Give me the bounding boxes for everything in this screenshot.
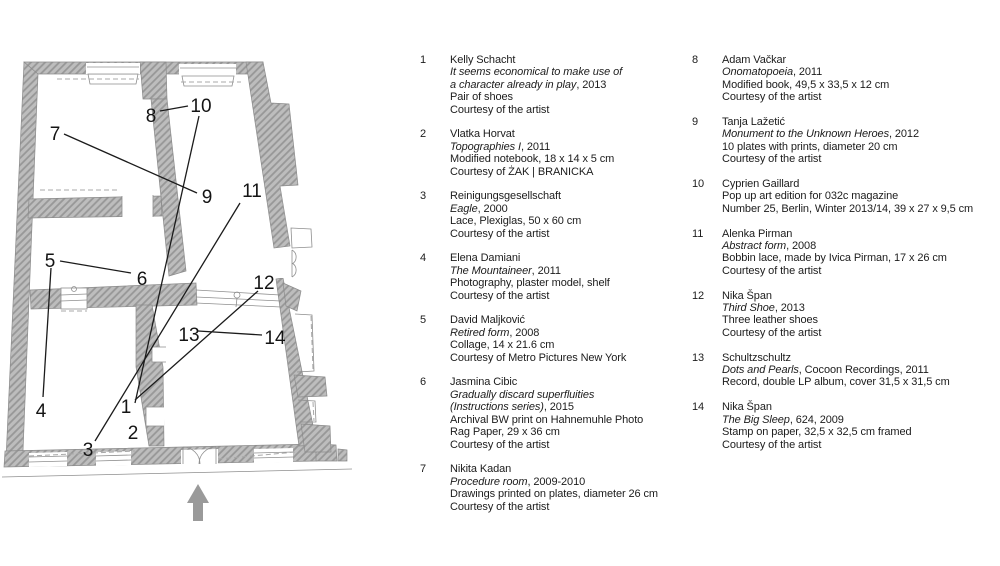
legend-text: Pop up art edition for 032c magazine (722, 190, 899, 203)
wall-divider-middle (30, 283, 197, 309)
legend-text: Nika Špan (722, 289, 772, 302)
legend-entry-lines (722, 290, 1000, 340)
legend-text: Pair of shoes (450, 91, 513, 104)
legend-entry-line (722, 116, 1000, 128)
legend-entry-12 (692, 290, 1000, 340)
legend-entry-1 (420, 54, 692, 116)
legend-entry-line (450, 414, 692, 426)
legend-entry-line (450, 166, 692, 178)
entrance-arrow-icon (187, 484, 209, 521)
legend-text: Bobbin lace, made by Ivica Pirman, 17 x 26 cm (722, 252, 947, 265)
plan-label-9: 9 (201, 187, 213, 208)
legend-entry-line (450, 339, 692, 351)
legend-entry-number: 2 (420, 128, 427, 141)
artwork-legend (420, 54, 1000, 525)
legend-entry-number: 6 (420, 376, 427, 389)
legend-entry-line (722, 290, 1000, 302)
legend-entry-line (722, 252, 1000, 264)
artwork-title-text: Third Shoe (722, 302, 775, 315)
window-opening (96, 451, 131, 466)
legend-entry-9 (692, 116, 1000, 166)
legend-entry-line (722, 414, 1000, 426)
legend-entry-line (722, 352, 1000, 364)
legend-entry-14 (692, 401, 1000, 451)
legend-entry-line (450, 401, 692, 413)
legend-entry-line (722, 364, 1000, 376)
artwork-title-text: Monument to the Unknown Heroes (722, 128, 889, 141)
legend-entry-line (450, 252, 692, 264)
legend-text: Courtesy of the artist (722, 91, 822, 104)
legend-entry-line (450, 54, 692, 66)
legend-text: Adam Vačkar (722, 54, 787, 66)
legend-entry-line (450, 153, 692, 165)
legend-entry-8 (692, 54, 1000, 104)
legend-entry-line (722, 66, 1000, 78)
legend-text: Courtesy of the artist (450, 227, 550, 240)
legend-text: Jasmina Cibic (450, 376, 518, 389)
legend-text: Courtesy of the artist (450, 500, 550, 513)
legend-text: Courtesy of the artist (450, 438, 550, 451)
landing-outline (291, 228, 312, 248)
legend-entry-line (450, 91, 692, 103)
legend-entry-number: 11 (692, 227, 704, 240)
door-opening (273, 249, 293, 278)
legend-text: Drawings printed on plates, diameter 26 cm (450, 488, 658, 501)
legend-entry-line (450, 290, 692, 302)
legend-text: , Cocoon Recordings, 2011 (798, 364, 929, 377)
plan-label-11: 11 (242, 181, 262, 202)
window-sill (182, 76, 234, 86)
legend-text: Courtesy of the artist (450, 103, 550, 116)
legend-text: Vlatka Horvat (450, 128, 515, 141)
legend-entry-line (450, 228, 692, 240)
legend-entry-line (722, 265, 1000, 277)
legend-text: , 2015 (543, 401, 574, 414)
legend-entry-6 (420, 376, 692, 450)
wall-right-upper (246, 62, 298, 248)
legend-text: Courtesy of the artist (450, 289, 550, 302)
leader-line (64, 134, 197, 193)
legend-entry-lines (722, 116, 1000, 166)
legend-entry-number: 10 (692, 178, 705, 191)
legend-entry-number: 9 (692, 116, 699, 129)
legend-text: 10 plates with prints, diameter 20 cm (722, 140, 898, 153)
legend-entry-5 (420, 314, 692, 364)
legend-entry-line (722, 240, 1000, 252)
legend-entry-line (722, 314, 1000, 326)
legend-entry-line (722, 426, 1000, 438)
legend-entry-line (450, 190, 692, 202)
plan-label-8: 8 (145, 106, 157, 127)
legend-entry-lines (450, 252, 692, 302)
legend-text: , 2000 (477, 202, 508, 215)
legend-text: , 2009-2010 (527, 475, 586, 488)
legend-entry-line (450, 352, 692, 364)
legend-entry-line (450, 203, 692, 215)
legend-column-2 (692, 54, 1000, 525)
legend-entry-line (722, 79, 1000, 91)
legend-text: Kelly Schacht (450, 54, 516, 66)
leader-line (60, 261, 131, 273)
legend-text: Collage, 14 x 21.6 cm (450, 339, 555, 352)
plan-label-5: 5 (44, 251, 56, 272)
artwork-title-text: The Mountaineer (450, 264, 532, 277)
legend-entry-line (722, 178, 1000, 190)
wall-niche (152, 347, 166, 362)
legend-text: , 2008 (509, 326, 540, 339)
legend-text: Record, double LP album, cover 31,5 x 31,5 cm (722, 376, 950, 389)
legend-entry-line (450, 389, 692, 401)
legend-entry-number: 7 (420, 463, 427, 476)
legend-entry-lines (450, 128, 692, 178)
leader-line (43, 268, 51, 397)
plan-label-14: 14 (264, 328, 286, 349)
legend-entry-line (722, 439, 1000, 451)
legend-text: , 624, 2009 (789, 413, 844, 426)
artwork-title-text: Eagle (450, 202, 478, 215)
legend-text: , 2013 (576, 78, 607, 91)
plan-label-1: 1 (120, 397, 132, 418)
legend-text: Three leather shoes (722, 314, 818, 327)
legend-entry-line (722, 190, 1000, 202)
legend-entry-line (450, 104, 692, 116)
legend-text: David Maljković (450, 314, 525, 327)
legend-entry-line (722, 302, 1000, 314)
legend-entry-line (722, 228, 1000, 240)
legend-text: Number 25, Berlin, Winter 2013/14, 39 x 27 x 9,5 cm (722, 202, 974, 215)
legend-entry-lines (450, 314, 692, 364)
legend-text: Elena Damiani (450, 252, 521, 265)
exterior-baseline (2, 469, 352, 477)
legend-entry-line (722, 128, 1000, 140)
legend-text: Courtesy of the artist (722, 438, 822, 451)
wall-bottom-step2 (338, 449, 347, 461)
floor-plan (0, 0, 400, 566)
legend-text: Archival BW print on Hahnemuhle Photo (450, 413, 644, 426)
artwork-title-text: The Big Sleep (722, 413, 790, 426)
legend-text: Schultzschultz (722, 351, 791, 364)
legend-column-1 (420, 54, 692, 525)
legend-entry-number: 1 (420, 54, 427, 66)
legend-entry-line (450, 215, 692, 227)
legend-text: Lace, Plexiglas, 50 x 60 cm (450, 215, 582, 228)
legend-entry-lines (450, 190, 692, 240)
artwork-title-text: Dots and Pearls (722, 364, 799, 377)
legend-entry-lines (722, 352, 1000, 389)
artwork-title-text: Retired form (450, 326, 510, 339)
legend-text: Nikita Kadan (450, 463, 512, 476)
legend-text: Nika Špan (722, 401, 772, 414)
legend-text: Courtesy of the artist (722, 153, 822, 166)
wall-left (6, 62, 38, 459)
wall-niche (146, 407, 164, 426)
legend-entry-number: 5 (420, 314, 427, 327)
door-opening (122, 195, 153, 217)
legend-text: Alenka Pirman (722, 227, 793, 240)
legend-entry-lines (722, 54, 1000, 104)
legend-entry-line (450, 501, 692, 513)
legend-entry-lines (722, 228, 1000, 278)
legend-entry-number: 3 (420, 190, 427, 203)
legend-entry-line (722, 91, 1000, 103)
legend-text: , 2012 (888, 128, 919, 141)
legend-entry-lines (722, 178, 1000, 215)
legend-entry-line (450, 314, 692, 326)
wall-right-bump2 (294, 375, 327, 397)
legend-text: , 2011 (520, 140, 551, 153)
legend-entry-4 (420, 252, 692, 302)
window-opening (179, 64, 236, 76)
artwork-title-text: a character already in play (450, 78, 577, 91)
plan-label-4: 4 (35, 401, 47, 422)
legend-entry-13 (692, 352, 1000, 389)
legend-entry-lines (450, 376, 692, 450)
legend-entry-7 (420, 463, 692, 513)
legend-text: Modified notebook, 18 x 14 x 5 cm (450, 153, 615, 166)
leader-line (198, 331, 262, 335)
artwork-title-text: Abstract form (722, 240, 787, 253)
legend-entry-line (450, 265, 692, 277)
legend-entry-number: 13 (692, 351, 705, 364)
legend-text: Cyprien Gaillard (722, 178, 800, 191)
legend-text: Courtesy of Metro Pictures New York (450, 351, 627, 364)
stair-icon (61, 287, 87, 312)
legend-text: , 2008 (786, 240, 817, 253)
entrance-opening (181, 449, 218, 465)
legend-entry-line (450, 128, 692, 140)
legend-entry-number: 12 (692, 289, 705, 302)
legend-entry-line (450, 376, 692, 388)
wall-right-block3 (301, 424, 331, 452)
legend-entry-2 (420, 128, 692, 178)
legend-entry-line (722, 141, 1000, 153)
legend-text: Modified book, 49,5 x 33,5 x 12 cm (722, 78, 890, 91)
artwork-title-text: Procedure room (450, 475, 528, 488)
legend-entry-line (450, 141, 692, 153)
legend-entry-line (450, 327, 692, 339)
legend-text: , 2013 (774, 302, 805, 315)
legend-entry-line (450, 439, 692, 451)
plan-label-7: 7 (49, 124, 61, 145)
legend-entry-line (722, 376, 1000, 388)
legend-text: Courtesy of the artist (722, 326, 822, 339)
artwork-title-text: (Instructions series) (450, 401, 544, 414)
legend-entry-line (450, 426, 692, 438)
plan-walls (4, 62, 347, 467)
legend-text: Tanja Lažetić (722, 116, 785, 129)
legend-entry-line (722, 203, 1000, 215)
legend-entry-line (722, 327, 1000, 339)
legend-text: , 2011 (531, 264, 561, 277)
wall-corridor-left-top (140, 62, 167, 99)
legend-entry-11 (692, 228, 1000, 278)
legend-entry-lines (450, 54, 692, 116)
legend-text: Rag Paper, 29 x 36 cm (450, 426, 560, 439)
legend-entry-line (450, 66, 692, 78)
legend-text: Courtesy of the artist (722, 264, 822, 277)
plan-label-10: 10 (190, 96, 212, 117)
plan-label-2: 2 (127, 423, 139, 444)
legend-entry-number: 4 (420, 252, 427, 265)
legend-entry-line (450, 463, 692, 475)
legend-entry-line (450, 79, 692, 91)
legend-entry-line (722, 153, 1000, 165)
legend-text: , 2011 (792, 66, 823, 79)
legend-text: Photography, plaster model, shelf (450, 277, 610, 290)
legend-entry-line (722, 54, 1000, 66)
artwork-title-text: It seems economical to make use of (450, 66, 623, 79)
legend-entry-lines (450, 463, 692, 513)
legend-entry-line (450, 488, 692, 500)
legend-entry-lines (722, 401, 1000, 451)
artwork-title-text: Topographies I (450, 140, 521, 153)
legend-entry-number: 14 (692, 401, 705, 414)
legend-entry-3 (420, 190, 692, 240)
legend-entry-number: 8 (692, 54, 699, 66)
plan-label-13: 13 (178, 325, 200, 346)
artwork-title-text: Onomatopoeia (722, 66, 793, 79)
legend-entry-line (450, 476, 692, 488)
plan-label-12: 12 (253, 273, 275, 294)
plan-label-3: 3 (82, 440, 94, 461)
plan-label-6: 6 (136, 269, 148, 290)
legend-text: Courtesy of ŻAK | BRANICKA (450, 165, 594, 178)
legend-entry-10 (692, 178, 1000, 215)
legend-text: Stamp on paper, 32,5 x 32,5 cm framed (722, 426, 912, 439)
window-opening (86, 63, 140, 74)
artwork-title-text: Gradually discard superfluities (450, 388, 595, 401)
legend-entry-line (722, 401, 1000, 413)
legend-entry-line (450, 277, 692, 289)
legend-text: Reinigungsgesellschaft (450, 190, 561, 203)
